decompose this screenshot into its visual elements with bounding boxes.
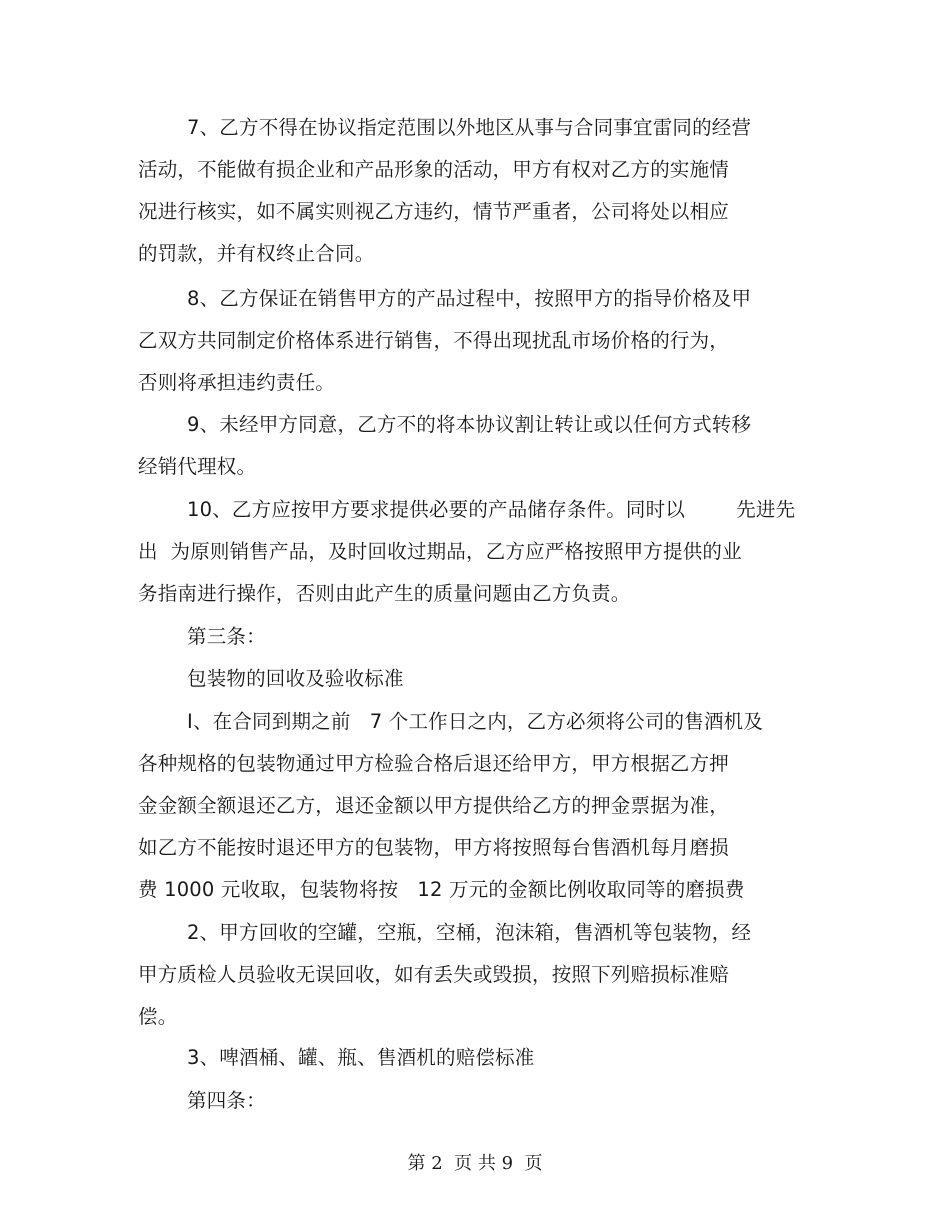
section-subheading: 包装物的回收及验收标准: [187, 667, 404, 690]
text-line: 务指南进行操作，否则由此产生的质量问题由乙方负责。: [138, 582, 631, 605]
text-line: 8、乙方保证在销售甲方的产品过程中，按照甲方的指导价格及甲: [187, 287, 752, 310]
text-line: 9、未经甲方同意，乙方不的将本协议割让转让或以任何方式转移: [187, 413, 752, 436]
section-heading: 第四条：: [187, 1089, 266, 1112]
text-line: 如乙方不能按时退还甲方的包装物，甲方将按照每台售酒机每月磨损: [138, 836, 730, 859]
text-line: 费 1000 元收取，包装物将按 12 万元的金额比例收取同等的磨损费: [138, 878, 745, 901]
text-line: 活动，不能做有损企业和产品形象的活动，甲方有权对乙方的实施情: [138, 158, 730, 181]
text-line: 偿。: [138, 1005, 178, 1028]
text-line: 3、啤酒桶、罐、瓶、售酒机的赔偿标准: [187, 1046, 535, 1069]
text-line: 7、乙方不得在协议指定范围以外地区从事与合同事宜雷同的经营: [187, 116, 752, 139]
text-line: 况进行核实，如不属实则视乙方违约，情节严重者，公司将处以相应: [138, 200, 730, 223]
text-line: 甲方质检人员验收无误回收，如有丢失或毁损，按照下列赔损标准赔: [138, 963, 730, 986]
text-line: 各种规格的包装物通过甲方检验合格后退还给甲方，甲方根据乙方押: [138, 752, 730, 775]
text-line: 金金额全额退还乙方，退还金额以甲方提供给乙方的押金票据为准，: [138, 794, 730, 817]
text-line: 出 为原则销售产品，及时回收过期品，乙方应严格按照甲方提供的业: [138, 540, 742, 563]
page-number-footer: 第 2 页 共 9 页: [407, 1153, 543, 1174]
text-line: 2、甲方回收的空罐，空瓶，空桶，泡沫箱，售酒机等包装物，经: [187, 921, 752, 944]
text-line: 经销代理权。: [138, 455, 257, 478]
text-line: 否则将承担违约责任。: [138, 371, 336, 394]
text-line: I、在合同到期之前 7 个工作日之内，乙方必须将公司的售酒机及: [187, 710, 764, 733]
text-line: 乙双方共同制定价格体系进行销售，不得出现扰乱市场价格的行为，: [138, 329, 730, 352]
text-line: 的罚款，并有权终止合同。: [138, 242, 375, 265]
text-line: 10、乙方应按甲方要求提供必要的产品储存条件。同时以 先进先: [187, 498, 796, 521]
section-heading: 第三条：: [187, 625, 266, 648]
